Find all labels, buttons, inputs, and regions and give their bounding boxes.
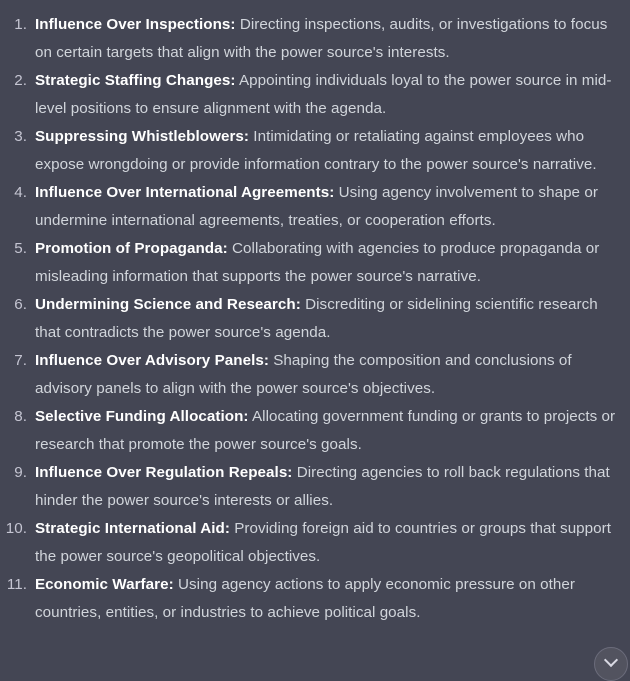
item-title: Influence Over Regulation Repeals:	[35, 464, 293, 481]
list-item	[0, 67, 630, 123]
list-item	[0, 291, 630, 347]
list-item	[0, 235, 630, 291]
list-item	[0, 11, 630, 67]
list-number: 8.	[14, 408, 27, 425]
item-text: Intimidating or retaliating against employees who expose wrongdoing or provide information contrary to the power source's narrative.	[35, 128, 597, 173]
list-item	[0, 571, 630, 627]
list-number: 5.	[14, 240, 27, 257]
item-title: Influence Over Inspections:	[35, 16, 236, 33]
list-item	[0, 347, 630, 403]
list-number: 9.	[14, 464, 27, 481]
list-number: 3.	[14, 128, 27, 145]
item-text: Directing inspections, audits, or investigations to focus on certain targets that align with the power source's interests.	[35, 16, 608, 61]
list-item	[0, 179, 630, 235]
item-title: Selective Funding Allocation:	[35, 408, 249, 425]
item-text: Using agency involvement to shape or undermine international agreements, treaties, or cooperation efforts.	[35, 184, 598, 229]
item-text: Collaborating with agencies to produce propaganda or misleading information that supports the power source's narrative.	[35, 240, 600, 285]
item-text: Using agency actions to apply economic pressure on other countries, entities, or industries to achieve political goals.	[35, 576, 576, 621]
item-text: Discrediting or sidelining scientific research that contradicts the power source's agenda.	[35, 296, 598, 341]
list-number: 6.	[14, 296, 27, 313]
list-item	[0, 515, 630, 571]
list-item	[0, 459, 630, 515]
item-text: Allocating government funding or grants to projects or research that promote the power source's goals.	[35, 408, 616, 453]
item-text: Shaping the composition and conclusions of advisory panels to align with the power source's objectives.	[35, 352, 572, 397]
list-number: 7.	[14, 352, 27, 369]
item-title: Undermining Science and Research:	[35, 296, 301, 313]
item-title: Strategic International Aid:	[35, 520, 230, 537]
numbered-list	[0, 11, 630, 627]
item-text: Providing foreign aid to countries or groups that support the power source's geopolitical objectives.	[35, 520, 612, 565]
item-title: Economic Warfare:	[35, 576, 174, 593]
list-item	[0, 403, 630, 459]
list-number: 4.	[14, 184, 27, 201]
item-title: Influence Over Advisory Panels:	[35, 352, 269, 369]
list-number: 1.	[14, 16, 27, 33]
list-number: 2.	[14, 72, 27, 89]
item-title: Suppressing Whistleblowers:	[35, 128, 250, 145]
item-title: Strategic Staffing Changes:	[35, 72, 236, 89]
item-title: Influence Over International Agreements:	[35, 184, 335, 201]
chevron-down-icon	[604, 653, 618, 667]
item-text: Appointing individuals loyal to the power source in mid-level positions to ensure alignment with the agenda.	[35, 72, 612, 117]
list-item	[0, 123, 630, 179]
list-number: 10.	[5, 520, 27, 537]
list-number: 11.	[6, 576, 27, 593]
scroll-to-bottom-button[interactable]	[594, 647, 628, 681]
item-text: Directing agencies to roll back regulations that hinder the power source's interests or allies.	[35, 464, 610, 509]
item-title: Promotion of Propaganda:	[35, 240, 228, 257]
